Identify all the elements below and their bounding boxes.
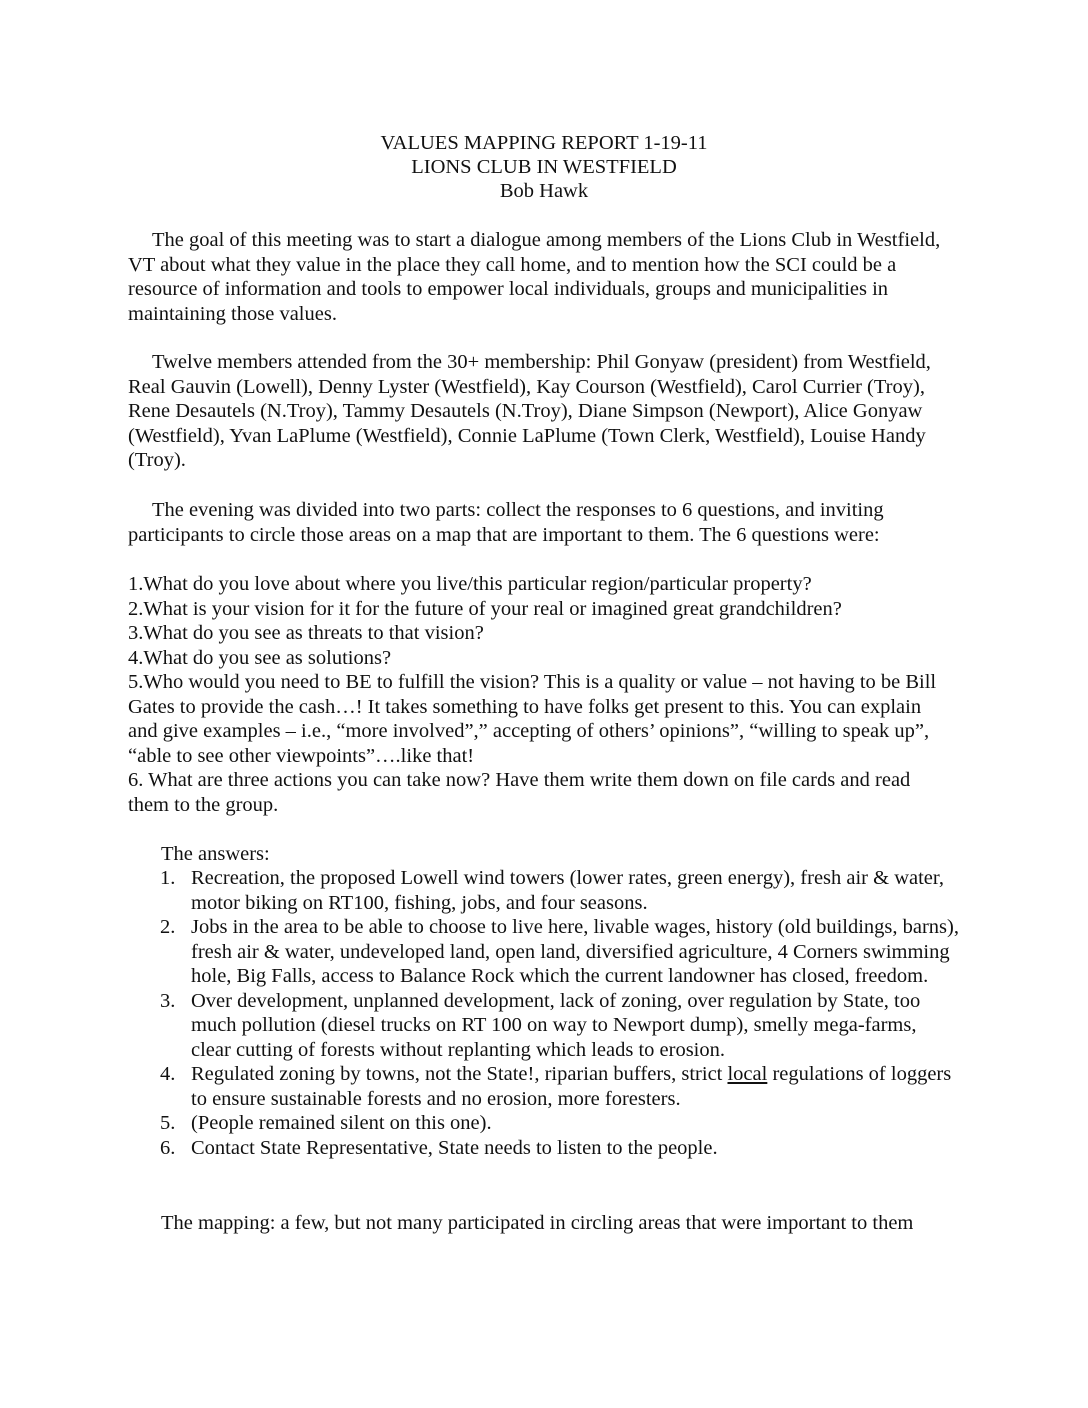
answer-text-part: regulations of loggers to ensure sustainable forests and no erosion, more foresters.: [191, 1063, 952, 1110]
answer-item: [160, 1062, 960, 1111]
answer-number: 1.: [160, 867, 176, 889]
question-item: 5.Who would you need to BE to fulfill the vision? This is a quality or value – not having to be Bill Gates to provide the cash…! It takes something to have folks get present to this. You can explain and give examples – i.e., “more involved”,” accepting of others’ opinions”, “willing to speak up”, “able to see other viewpoints”….like that!: [128, 671, 937, 767]
question-item: 6. What are three actions you can take now? Have them write them down on file cards and read them to the group.: [128, 769, 911, 816]
answer-text: Jobs in the area to be able to choose to live here, livable wages, history (old buildings, barns), fresh air & water, undeveloped land, open land, diversified agriculture, 4 Corners swimming hole, Big Falls, access to Balance Rock which the current landowner has closed, freedom.: [191, 916, 959, 987]
question-item: 1.What do you love about where you live/this particular region/particular property?: [128, 573, 812, 595]
answer-number: 5.: [160, 1112, 176, 1134]
mapping-paragraph: The mapping: a few, but not many participated in circling areas that were important to them: [161, 1212, 914, 1234]
answer-text: Over development, unplanned development, lack of zoning, over regulation by State, too much pollution (diesel trucks on RT 100 on way to Newport dump), smelly mega-farms, clear cutting of forests without replanting which leads to erosion.: [191, 989, 921, 1061]
answer-number: 4.: [160, 1063, 176, 1085]
answer-item: [160, 1136, 960, 1161]
answer-number: 3.: [160, 989, 176, 1012]
answer-item: [160, 989, 960, 1063]
answer-item: [160, 866, 960, 915]
answers-heading: The answers:: [161, 843, 270, 865]
answer-text: (People remained silent on this one).: [191, 1112, 492, 1134]
question-item: 3.What do you see as threats to that vision?: [128, 622, 484, 644]
answer-item: [160, 1111, 960, 1136]
evening-paragraph: The evening was divided into two parts: collect the responses to 6 questions, and inviting participants to circle those areas on a map that are important to them. The 6 questions were:: [128, 499, 884, 546]
question-item: 4.What do you see as solutions?: [128, 646, 392, 669]
answer-number: 6.: [160, 1136, 176, 1159]
attendance-paragraph: Twelve members attended from the 30+ membership: Phil Gonyaw (president) from Westfield, Real Gauvin (Lowell), Denny Lyster (Westfield), Kay Courson (Westfield), Carol Currier (Troy), Rene Desautels (N.Troy), Tammy Desautels (N.Troy), Diane Simpson (Newport), Alice Gonyaw (Westfield), Yvan LaPlume (Westfield), Connie LaPlume (Town Clerk, Westfield), Louise Handy (Troy).: [128, 351, 931, 471]
answer-item: [160, 915, 960, 989]
answer-text: [191, 1062, 960, 1111]
report-title: VALUES MAPPING REPORT 1-19-11: [380, 132, 708, 154]
questions-list: [128, 572, 948, 817]
answers-list: [160, 866, 960, 1160]
answer-number: 2.: [160, 916, 176, 938]
question-item: 2.What is your vision for it for the future of your real or imagined great grandchildren?: [128, 597, 842, 620]
underlined-word: local: [727, 1063, 768, 1085]
answer-text: Recreation, the proposed Lowell wind towers (lower rates, green energy), fresh air & water, motor biking on RT100, fishing, jobs, and four seasons.: [191, 867, 945, 914]
goal-paragraph: The goal of this meeting was to start a dialogue among members of the Lions Club in Westfield, VT about what they value in the place they call home, and to mention how the SCI could be a resource of information and tools to empower local individuals, groups and municipalities in maintaining those values.: [128, 229, 941, 325]
answer-text: Contact State Representative, State needs to listen to the people.: [191, 1136, 718, 1159]
report-subtitle: LIONS CLUB IN WESTFIELD: [411, 156, 677, 178]
answer-text-part: Regulated zoning by towns, not the State!, riparian buffers, strict: [191, 1063, 728, 1085]
report-author: Bob Hawk: [499, 180, 589, 202]
